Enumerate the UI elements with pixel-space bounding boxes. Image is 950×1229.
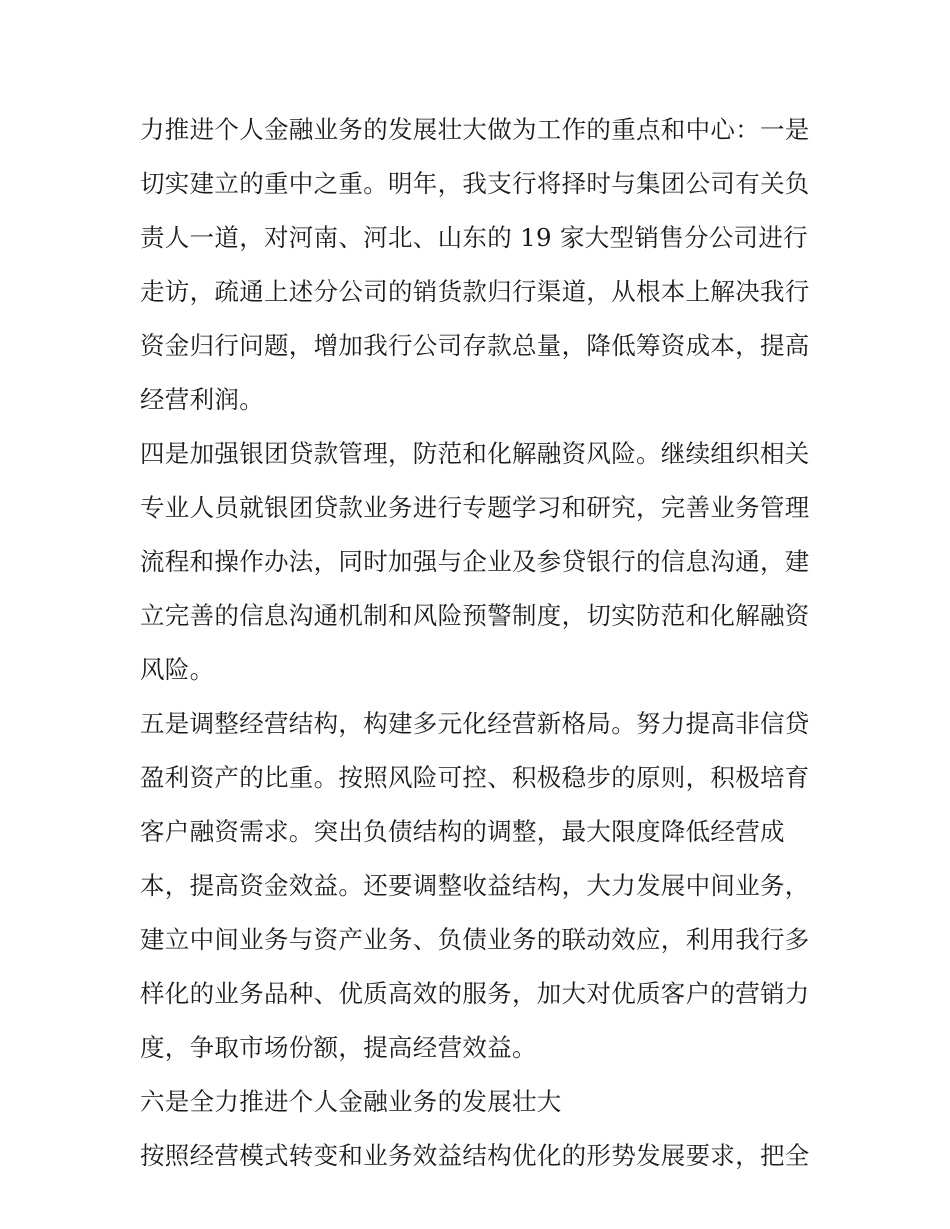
text-line: 责人一道，对河南、河北、山东的 19 家大型销售分公司进行 <box>140 223 808 252</box>
text-line: 按照经营模式转变和业务效益结构优化的形势发展要求，把全 <box>140 1141 810 1170</box>
text-line: 切实建立的重中之重。明年，我支行将择时与集团公司有关负 <box>140 169 810 198</box>
text-line: 六是全力推进个人金融业务的发展壮大 <box>140 1087 562 1116</box>
text-line: 力推进个人金融业务的发展壮大做为工作的重点和中心：一是 <box>140 115 810 144</box>
text-line: 立完善的信息沟通机制和风险预警制度，切实防范和化解融资 <box>140 601 810 630</box>
text-line: 走访，疏通上述分公司的销货款归行渠道，从根本上解决我行 <box>140 277 810 306</box>
text-line: 五是调整经营结构，构建多元化经营新格局。努力提高非信贷 <box>140 709 810 738</box>
text-line: 专业人员就银团贷款业务进行专题学习和研究，完善业务管理 <box>140 493 810 522</box>
text-line: 资金归行问题，增加我行公司存款总量，降低筹资成本，提高 <box>140 331 810 360</box>
body-text <box>140 103 812 1183</box>
text-line: 四是加强银团贷款管理，防范和化解融资风险。继续组织相关 <box>140 439 810 468</box>
text-line: 盈利资产的比重。按照风险可控、积极稳步的原则，积极培育 <box>140 763 810 792</box>
text-line: 经营利润。 <box>140 385 264 414</box>
text-line: 本，提高资金效益。还要调整收益结构，大力发展中间业务， <box>140 871 810 900</box>
text-line: 流程和操作办法，同时加强与企业及参贷银行的信息沟通，建 <box>140 547 810 576</box>
text-line: 样化的业务品种、优质高效的服务，加大对优质客户的营销力 <box>140 979 810 1008</box>
text-line: 度，争取市场份额，提高经营效益。 <box>140 1033 537 1062</box>
text-line: 建立中间业务与资产业务、负债业务的联动效应，利用我行多 <box>140 925 810 954</box>
text-line: 风险。 <box>140 655 215 684</box>
text-line: 客户融资需求。突出负债结构的调整，最大限度降低经营成 <box>140 817 785 846</box>
